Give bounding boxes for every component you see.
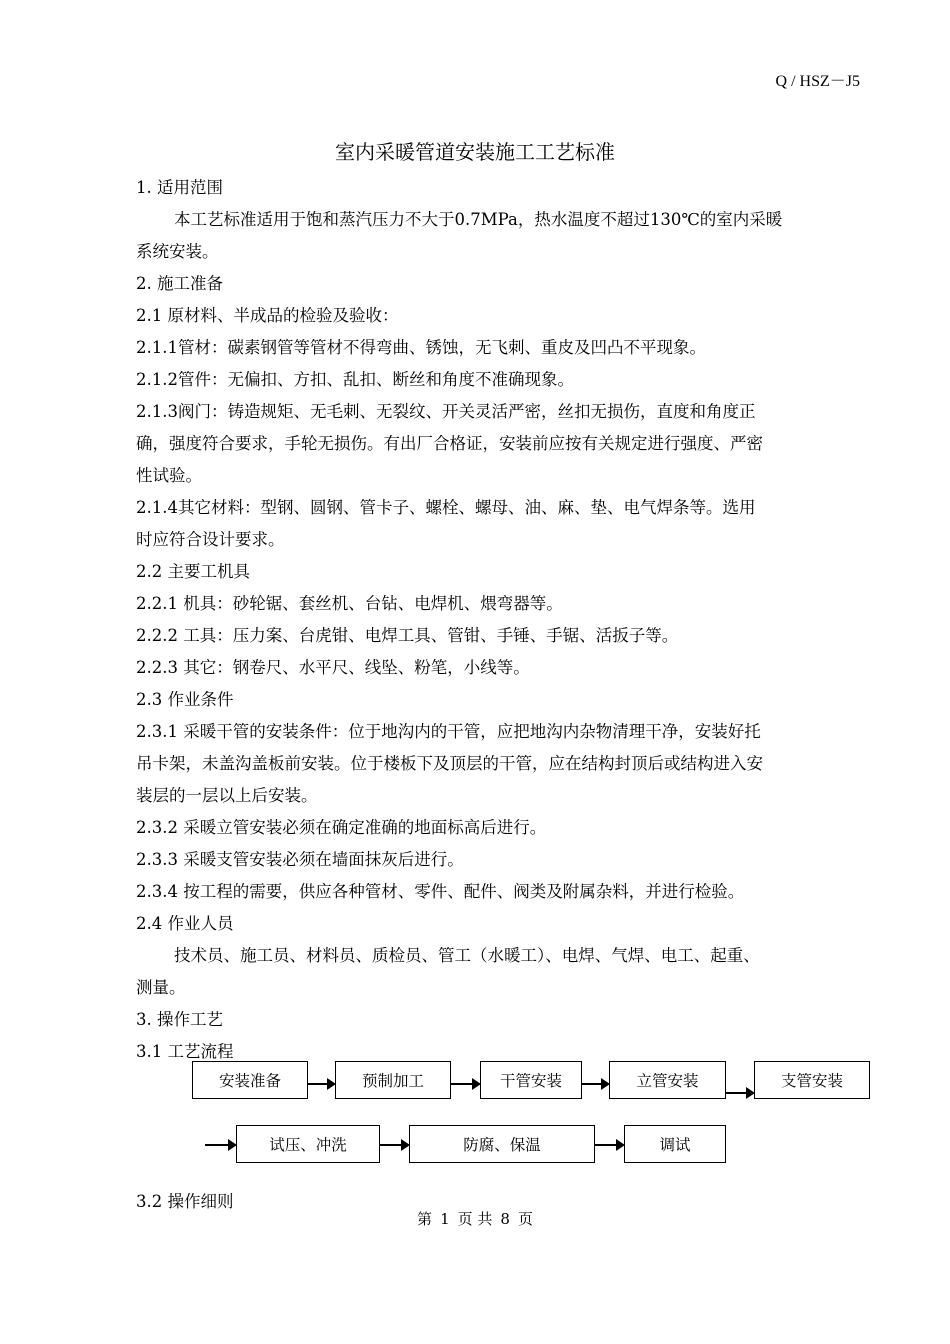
text-line: 技术员、施工员、材料员、质检员、管工（水暖工）、电焊、气焊、电工、起重、 — [174, 946, 760, 965]
text-line: 3. 操作工艺 — [136, 1010, 223, 1029]
text-line: 2.1.1管材：碳素钢管等管材不得弯曲、锈蚀，无飞刺、重皮及凹凸不平现象。 — [136, 338, 706, 357]
text-line: 2.2.1 机具：砂轮锯、套丝机、台钻、电焊机、煨弯器等。 — [136, 594, 563, 613]
footer-suffix: 页 — [517, 1210, 533, 1228]
text-line: 本工艺标准适用于饱和蒸汽压力不大于0.7MPa，热水温度不超过130℃的室内采暖 — [174, 210, 783, 229]
section-3-2-heading: 3.2 操作细则 — [136, 1192, 234, 1211]
text-line: 2. 施工准备 — [136, 274, 223, 293]
text-line: 装层的一层以上后安装。 — [136, 786, 318, 805]
flow-step-prefab: 预制加工 — [335, 1061, 451, 1099]
flow-step-branch: 支管安装 — [754, 1061, 870, 1099]
page-title: 室内采暖管道安装施工工艺标准 — [335, 140, 615, 164]
text-line: 2.4 作业人员 — [136, 914, 234, 933]
footer-total-pages: 8 — [500, 1210, 510, 1228]
text-line: 2.3.3 采暖支管安装必须在墙面抹灰后进行。 — [136, 850, 464, 869]
text-line: 2.2.2 工具：压力案、台虎钳、电焊工具、管钳、手锤、手锯、活扳子等。 — [136, 626, 679, 645]
text-line: 性试验。 — [136, 466, 202, 485]
document-code: Q / HSZ－J5 — [775, 73, 860, 90]
footer-mid: 页 共 — [457, 1210, 493, 1228]
flow-arrow — [451, 1083, 479, 1085]
flow-arrow — [205, 1144, 235, 1146]
footer-page-number: 1 — [440, 1210, 450, 1228]
text-line: 2.3.1 采暖干管的安装条件：位于地沟内的干管，应把地沟内杂物清理干净，安装好托 — [136, 722, 761, 741]
flow-step-debug: 调试 — [624, 1125, 726, 1163]
flow-arrow — [380, 1144, 408, 1146]
flow-step-prepare: 安装准备 — [192, 1061, 308, 1099]
text-line: 2.2.3 其它：钢卷尺、水平尺、线坠、粉笔，小线等。 — [136, 658, 530, 677]
text-line: 确，强度符合要求，手轮无损伤。有出厂合格证，安装前应按有关规定进行强度、严密 — [136, 434, 763, 453]
text-line: 吊卡架，未盖沟盖板前安装。位于楼板下及顶层的干管，应在结构封顶后或结构进入安 — [136, 754, 763, 773]
text-line: 1. 适用范围 — [136, 178, 223, 197]
text-line: 测量。 — [136, 978, 186, 997]
flow-arrow — [595, 1144, 623, 1146]
footer-prefix: 第 — [417, 1210, 433, 1228]
text-line: 2.2 主要工机具 — [136, 562, 250, 581]
flow-step-riser: 立管安装 — [609, 1061, 726, 1099]
flow-arrow — [726, 1092, 753, 1094]
text-line: 系统安装。 — [136, 242, 219, 261]
text-line: 2.3 作业条件 — [136, 690, 234, 709]
text-line: 2.1 原材料、半成品的检验及验收： — [136, 306, 399, 325]
text-line: 2.1.4其它材料：型钢、圆钢、管卡子、螺栓、螺母、油、麻、垫、电气焊条等。选用 — [136, 498, 756, 517]
flow-step-anticorrosion: 防腐、保温 — [409, 1125, 595, 1163]
flow-arrow — [308, 1083, 334, 1085]
flow-step-main-pipe: 干管安装 — [480, 1061, 582, 1099]
flow-step-pressure-test: 试压、冲洗 — [236, 1125, 380, 1163]
text-line: 2.3.2 采暖立管安装必须在确定准确的地面标高后进行。 — [136, 818, 547, 837]
text-line: 2.1.2管件：无偏扣、方扣、乱扣、断丝和角度不准确现象。 — [136, 370, 574, 389]
flow-arrow — [582, 1083, 608, 1085]
text-line: 时应符合设计要求。 — [136, 530, 285, 549]
text-line: 2.3.4 按工程的需要，供应各种管材、零件、配件、阀类及附属杂料，并进行检验。 — [136, 882, 745, 901]
text-line: 3.1 工艺流程 — [136, 1042, 234, 1061]
page-footer — [0, 1208, 950, 1229]
text-line: 2.1.3阀门：铸造规矩、无毛刺、无裂纹、开关灵活严密，丝扣无损伤，直度和角度正 — [136, 402, 756, 421]
